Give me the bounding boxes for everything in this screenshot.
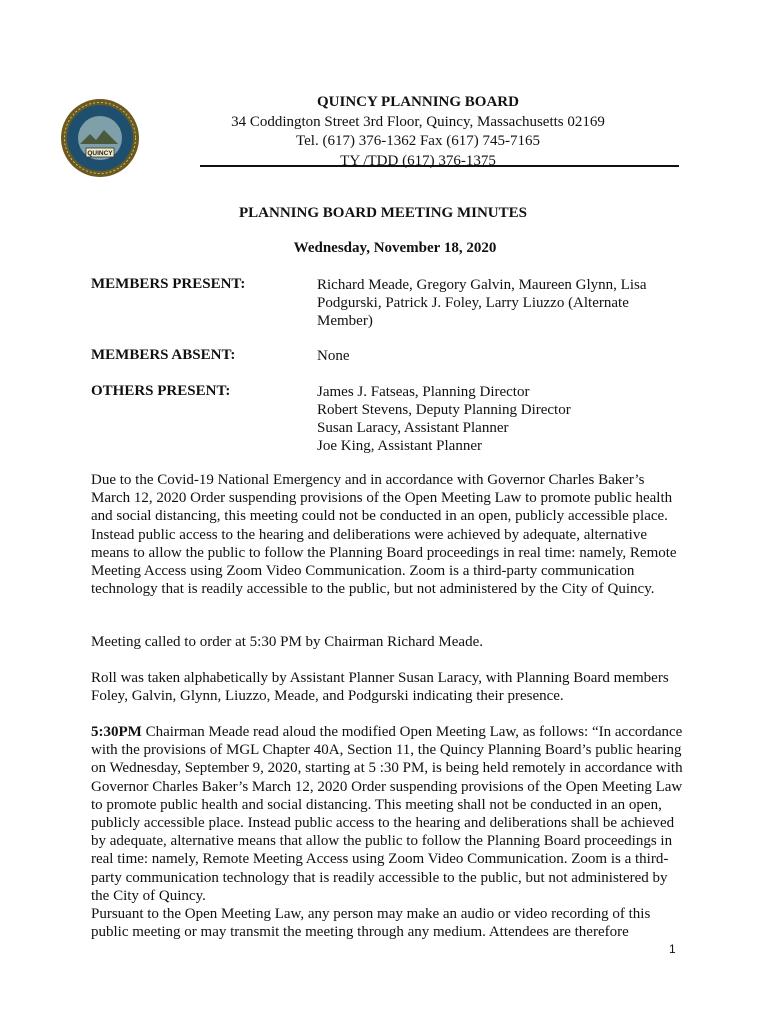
members-absent-label: MEMBERS ABSENT: [91,347,236,363]
city-seal-logo [60,98,140,178]
letterhead [200,93,636,171]
address-line: 34 Coddington Street 3rd Floor, Quincy, Massachusetts 02169 [231,113,605,130]
open-meeting-law-reading: Chairman Meade read aloud the modified Open Meeting Law, as follows: “In accordance with the provisions of MGL Chapter 40A, Section 11, the Quincy Planning Board’s public hearing on Wednesday, September 9, 2020, starting at 5 :30 PM, is being held remotely in accordance with Governor Charles Baker’s March 12, 2020 Order suspending provisions of the Open Meeting Law to promote public health and social distancing. This meeting shall not be conducted in an open, publicly accessible place. Instead public access to the hearing and deliberations shall be achieved by adequate, alternative means that allow the public to follow the Planning Board proceedings in real time: namely, Remote Meeting Access using Zoom Video Communication. Zoom is a third-party communication technology that is readily accessible to the public, but not administered by the City of Quincy. [91,724,683,904]
call-to-order-paragraph [91,633,687,651]
call-to-order-text: Meeting called to order at 5:30 PM by Chairman Richard Meade. [91,634,483,650]
organization-name: QUINCY PLANNING BOARD [317,94,519,110]
others-present-item: Susan Laracy, Assistant Planner [317,420,509,436]
covid-paragraph [91,471,687,598]
others-present-list [317,383,677,455]
others-present-item: Robert Stevens, Deputy Planning Director [317,402,571,418]
header-divider [200,165,679,167]
recording-text: Pursuant to the Open Meeting Law, any person may make an audio or video recording of this public meeting or may transmit the meeting through any medium. Attendees are therefore [91,906,651,941]
tty-line: TY /TDD (617) 376-1375 [340,152,496,169]
phone-fax-line: Tel. (617) 376-1362 Fax (617) 745-7165 [296,133,540,149]
page-number: 1 [669,942,676,956]
members-absent-value: None [317,348,350,364]
others-present-item: James J. Fatseas, Planning Director [317,384,530,400]
members-present-value: Richard Meade, Gregory Galvin, Maureen Glynn, Lisa Podgurski, Patrick J. Foley, Larry Liuzzo (Alternate Member) [317,277,647,329]
covid-text: Due to the Covid-19 National Emergency and in accordance with Governor Charles Baker’s March 12, 2020 Order suspending provisions of the Open Meeting Law to promote public health and social distancing, this meeting could not be conducted in an open, publicly accessible place. Instead public access to the hearing and deliberations were achieved by adequate, alternative means to allow the public to follow the Planning Board proceedings in real time: namely, Remote Meeting Access using Zoom Video Communication. Zoom is a third-party communication technology that is readily accessible to the public, but not administered by the City of Quincy. [91,472,677,598]
open-meeting-law-paragraph [91,723,687,941]
svg-text:QUINCY: QUINCY [87,150,113,157]
roll-call-text: Roll was taken alphabetically by Assistant Planner Susan Laracy, with Planning Board members Foley, Galvin, Glynn, Liuzzo, Meade, and Podgurski indicating their presence. [91,670,669,705]
open-meeting-law-text [91,723,687,905]
document-title: PLANNING BOARD MEETING MINUTES [239,205,527,221]
roll-call-paragraph [91,669,687,705]
others-present-item: Joe King, Assistant Planner [317,438,482,454]
others-present-label: OTHERS PRESENT: [91,383,231,399]
time-label: 5:30PM [91,724,142,740]
members-present-label: MEMBERS PRESENT: [91,276,246,292]
meeting-date: Wednesday, November 18, 2020 [293,240,497,256]
